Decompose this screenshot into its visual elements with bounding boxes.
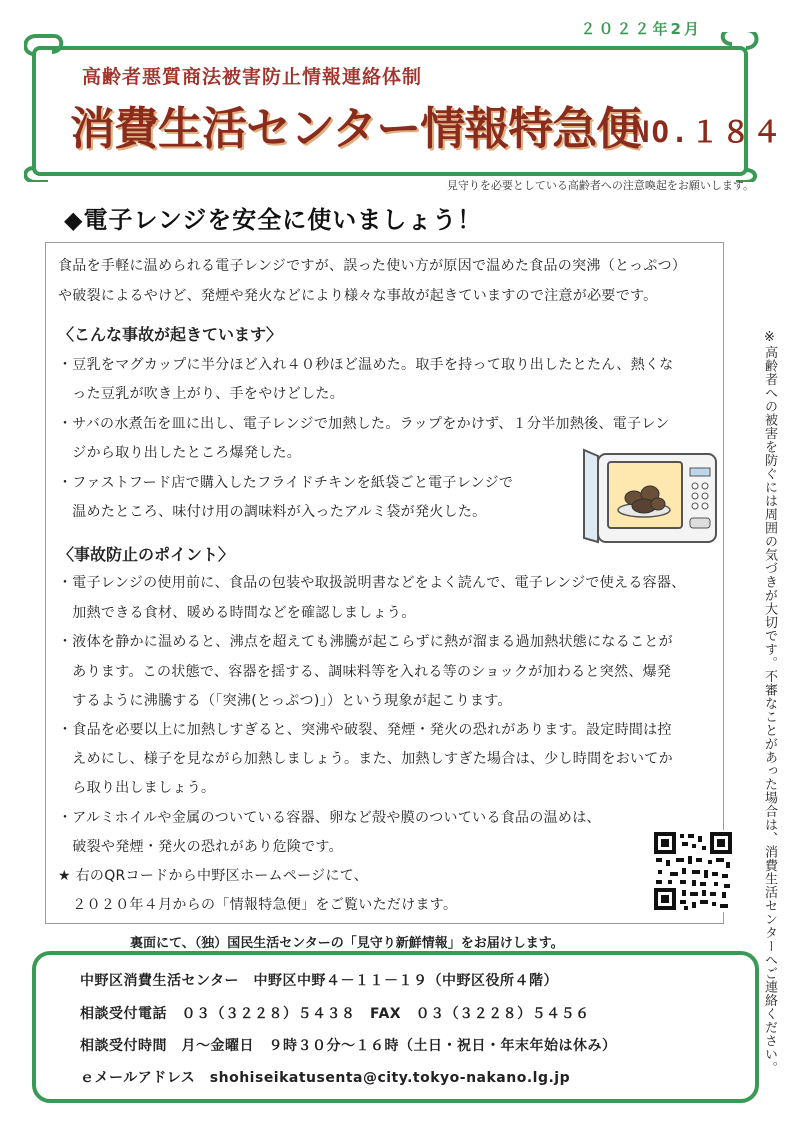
issue-number: NO.１８４: [632, 115, 784, 149]
point-line: ・液体を静かに温めると、沸点を超えても沸騰が起こらずに熱が溜まる過加熱状態になることが: [58, 634, 673, 650]
tagline: 見守りを必要としている高齢者への注意喚起をお願いします。: [446, 179, 754, 192]
side-note: ※高齢者への被害を防ぐには周囲の気づきが大切です。不審なことがあった場合は、消費生活センターへご連絡ください。: [762, 330, 777, 1075]
accident-line: ・サバの水煮缶を皿に出し、電子レンジで加熱した。ラップをかけず、１分半加熱後、電子レン: [58, 416, 670, 432]
point-line: あります。この状態で、容器を揺する、調味料等を入れる等のショックが加わると突然、爆発: [58, 664, 672, 680]
point-line: するように沸騰する（「突沸(とっぷつ)」）という現象が起こります。: [58, 693, 512, 709]
accident-line: ・豆乳をマグカップに半分ほど入れ４０秒ほど温めた。取手を持って取り出したとたん、熱くな: [58, 357, 674, 373]
accident-line: ・ファストフード店で購入したフライドチキンを紙袋ごと電子レンジで: [58, 475, 514, 491]
point-line: ・食品を必要以上に加熱しすぎると、突沸や破裂、発煙・発火の恐れがあります。設定時間は控: [58, 722, 672, 738]
qr-code-icon[interactable]: [652, 830, 734, 912]
contact-phone: 相談受付電話 ０３（３２２８）５４３８ FAX ０３（３２２８）５４５６: [80, 1006, 590, 1022]
article-heading: ◆電子レンジを安全に使いましょう！: [64, 206, 483, 234]
point-line: ら取り出しましょう。: [58, 780, 216, 796]
footer-note: 裏面にて、（独）国民生活センターの「見守り新鮮情報」をお届けします。: [130, 936, 564, 951]
intro-line-1: 食品を手軽に温められる電子レンジですが、誤った使い方が原因で温めた食品の突沸（とっぷつ）: [58, 258, 687, 274]
contact-email[interactable]: ｅメールアドレス shohiseikatusenta@city.tokyo-nakano.lg.jp: [80, 1070, 571, 1086]
contact-office: 中野区消費生活センター 中野区中野４－１１－１９（中野区役所４階）: [80, 973, 558, 989]
point-line: 破裂や発煙・発火の恐れがあり危険です。: [58, 839, 343, 855]
issue-date: ２０２２年2月: [580, 20, 702, 38]
point-line: えめにし、様子を見ながら加熱しましょう。また、加熱しすぎた場合は、少し時間をおいてか: [58, 751, 673, 767]
accident-line: 温めたところ、味付け用の調味料が入ったアルミ袋が発火した。: [58, 504, 487, 520]
point-line: ・アルミホイルや金属のついている容器、卵など殻や膜のついている食品の温めは、: [58, 810, 601, 826]
page-title: 消費生活センター情報特急便: [70, 102, 641, 155]
microwave-illustration: [582, 448, 720, 548]
qr-note-line: ２０２０年４月からの「情報特急便」をご覧いただけます。: [58, 897, 458, 913]
accident-line: った豆乳が吹き上がり、手をやけどした。: [58, 386, 344, 402]
accident-line: ジから取り出したところ爆発した。: [58, 445, 302, 461]
contact-hours: 相談受付時間 月～金曜日 ９時３０分～１６時（土日・祝日・年末年始は休み）: [80, 1038, 617, 1054]
qr-note-line: ★ 右のQRコードから中野区ホームページにて、: [58, 868, 369, 884]
point-line: 加熱できる食材、暖める時間などを確認しましょう。: [58, 605, 416, 621]
intro-line-2: や破裂によるやけど、発煙や発火などにより様々な事故が起きていますので注意が必要です。: [58, 288, 658, 304]
points-title: 〈事故防止のポイント〉: [58, 545, 235, 564]
accidents-title: 〈こんな事故が起きています〉: [58, 325, 283, 344]
banner-subtitle: 高齢者悪質商法被害防止情報連絡体制: [82, 66, 423, 88]
point-line: ・電子レンジの使用前に、食品の包装や取扱説明書などをよく読んで、電子レンジで使える容器、: [58, 575, 686, 591]
